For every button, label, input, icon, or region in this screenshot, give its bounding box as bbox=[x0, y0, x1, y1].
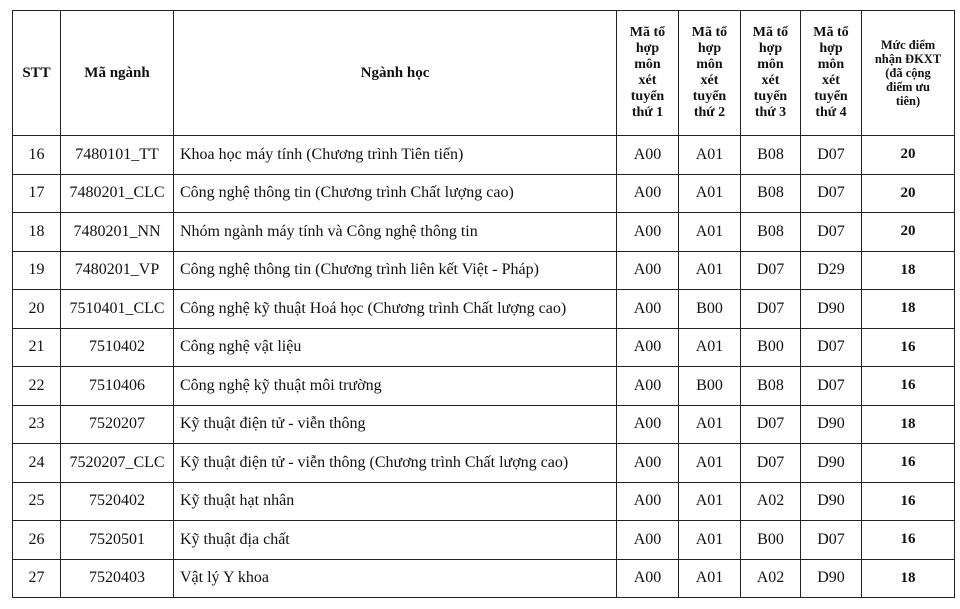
cell-to-hop-4: D90 bbox=[801, 559, 862, 598]
cell-to-hop-4: D07 bbox=[801, 174, 862, 213]
cell-to-hop-4: D90 bbox=[801, 482, 862, 521]
cell-to-hop-2: A01 bbox=[679, 405, 741, 444]
cell-muc-diem: 16 bbox=[862, 521, 955, 560]
table-row bbox=[13, 328, 955, 367]
header-line: nhận ĐKXT bbox=[874, 52, 942, 66]
header-to-hop-2 bbox=[679, 11, 741, 136]
cell-nganh-hoc: Kỹ thuật địa chất bbox=[174, 521, 617, 560]
cell-stt: 22 bbox=[13, 367, 61, 406]
header-line: Mã tổ bbox=[752, 25, 789, 40]
cell-to-hop-1: A00 bbox=[617, 328, 679, 367]
table-row bbox=[13, 367, 955, 406]
cell-to-hop-3: B00 bbox=[741, 328, 801, 367]
cell-to-hop-4: D90 bbox=[801, 405, 862, 444]
cell-to-hop-2: A01 bbox=[679, 444, 741, 483]
header-to-hop-4 bbox=[801, 11, 862, 136]
cell-to-hop-3: B08 bbox=[741, 367, 801, 406]
cell-to-hop-3: D07 bbox=[741, 405, 801, 444]
cell-nganh-hoc: Kỹ thuật điện tử - viễn thông (Chương trình Chất lượng cao) bbox=[174, 444, 617, 483]
cell-stt: 21 bbox=[13, 328, 61, 367]
cell-to-hop-1: A00 bbox=[617, 213, 679, 252]
cell-nganh-hoc: Vật lý Y khoa bbox=[174, 559, 617, 598]
header-to-hop-1 bbox=[617, 11, 679, 136]
cell-stt: 24 bbox=[13, 444, 61, 483]
header-line: Mã tổ bbox=[629, 25, 666, 40]
cell-to-hop-3: B00 bbox=[741, 521, 801, 560]
cell-muc-diem: 20 bbox=[862, 136, 955, 175]
cell-to-hop-3: D07 bbox=[741, 444, 801, 483]
cell-to-hop-2: B00 bbox=[679, 367, 741, 406]
table-body bbox=[13, 136, 955, 598]
cell-stt: 23 bbox=[13, 405, 61, 444]
cell-stt: 19 bbox=[13, 251, 61, 290]
cell-nganh-hoc: Công nghệ kỹ thuật môi trường bbox=[174, 367, 617, 406]
cell-stt: 25 bbox=[13, 482, 61, 521]
header-line: điểm ưu bbox=[886, 80, 930, 94]
table-row bbox=[13, 174, 955, 213]
table-row bbox=[13, 444, 955, 483]
cell-nganh-hoc: Kỹ thuật điện tử - viễn thông bbox=[174, 405, 617, 444]
header-line: xét bbox=[761, 73, 780, 88]
cell-to-hop-4: D07 bbox=[801, 136, 862, 175]
cell-to-hop-4: D07 bbox=[801, 328, 862, 367]
table-row bbox=[13, 213, 955, 252]
cell-to-hop-4: D90 bbox=[801, 290, 862, 329]
table-row bbox=[13, 405, 955, 444]
admission-table-container bbox=[12, 10, 954, 598]
table-row bbox=[13, 521, 955, 560]
cell-ma-nganh: 7520402 bbox=[61, 482, 174, 521]
cell-ma-nganh: 7480201_NN bbox=[61, 213, 174, 252]
cell-to-hop-3: D07 bbox=[741, 251, 801, 290]
cell-ma-nganh: 7480201_CLC bbox=[61, 174, 174, 213]
cell-to-hop-3: A02 bbox=[741, 482, 801, 521]
header-line: môn bbox=[757, 57, 784, 72]
header-line: tuyển bbox=[753, 89, 788, 104]
header-line: tuyển bbox=[692, 89, 727, 104]
cell-to-hop-2: A01 bbox=[679, 521, 741, 560]
cell-muc-diem: 16 bbox=[862, 328, 955, 367]
cell-nganh-hoc: Công nghệ kỹ thuật Hoá học (Chương trình Chất lượng cao) bbox=[174, 290, 617, 329]
header-line: xét bbox=[638, 73, 657, 88]
header-line: hợp bbox=[819, 41, 843, 56]
table-row bbox=[13, 559, 955, 598]
cell-to-hop-2: A01 bbox=[679, 174, 741, 213]
cell-to-hop-2: A01 bbox=[679, 213, 741, 252]
cell-stt: 20 bbox=[13, 290, 61, 329]
cell-muc-diem: 20 bbox=[862, 174, 955, 213]
cell-ma-nganh: 7510402 bbox=[61, 328, 174, 367]
cell-to-hop-1: A00 bbox=[617, 559, 679, 598]
header-line: Mã tổ bbox=[691, 25, 728, 40]
cell-to-hop-2: A01 bbox=[679, 251, 741, 290]
header-line: thứ 2 bbox=[693, 105, 726, 120]
header-muc-diem bbox=[862, 11, 955, 136]
header-line: thứ 1 bbox=[631, 105, 664, 120]
cell-stt: 16 bbox=[13, 136, 61, 175]
admission-scores-table bbox=[12, 10, 955, 598]
cell-to-hop-1: A00 bbox=[617, 367, 679, 406]
cell-ma-nganh: 7520207 bbox=[61, 405, 174, 444]
cell-nganh-hoc: Công nghệ vật liệu bbox=[174, 328, 617, 367]
cell-muc-diem: 20 bbox=[862, 213, 955, 252]
header-line: Mã tổ bbox=[813, 25, 849, 40]
header-line: tiên) bbox=[895, 94, 921, 108]
cell-nganh-hoc: Nhóm ngành máy tính và Công nghệ thông tin bbox=[174, 213, 617, 252]
cell-to-hop-1: A00 bbox=[617, 290, 679, 329]
header-nganh-hoc: Ngành học bbox=[174, 11, 617, 136]
cell-to-hop-3: B08 bbox=[741, 136, 801, 175]
header-line: (đã cộng bbox=[885, 66, 931, 80]
cell-ma-nganh: 7520207_CLC bbox=[61, 444, 174, 483]
cell-muc-diem: 18 bbox=[862, 290, 955, 329]
cell-to-hop-2: A01 bbox=[679, 136, 741, 175]
header-line: xét bbox=[822, 73, 840, 88]
header-line: thứ 3 bbox=[754, 105, 787, 120]
cell-to-hop-2: A01 bbox=[679, 328, 741, 367]
cell-nganh-hoc: Công nghệ thông tin (Chương trình Chất lượng cao) bbox=[174, 174, 617, 213]
cell-nganh-hoc: Công nghệ thông tin (Chương trình liên kết Việt - Pháp) bbox=[174, 251, 617, 290]
cell-to-hop-3: B08 bbox=[741, 213, 801, 252]
cell-muc-diem: 16 bbox=[862, 444, 955, 483]
table-row bbox=[13, 251, 955, 290]
cell-muc-diem: 18 bbox=[862, 405, 955, 444]
cell-muc-diem: 16 bbox=[862, 367, 955, 406]
cell-stt: 26 bbox=[13, 521, 61, 560]
header-stt: STT bbox=[13, 11, 61, 136]
header-line: hợp bbox=[635, 41, 660, 56]
cell-muc-diem: 18 bbox=[862, 251, 955, 290]
header-line: môn bbox=[634, 57, 661, 72]
cell-ma-nganh: 7510406 bbox=[61, 367, 174, 406]
header-line: hợp bbox=[697, 41, 722, 56]
table-row bbox=[13, 290, 955, 329]
header-line: môn bbox=[696, 57, 723, 72]
header-ma-nganh: Mã ngành bbox=[61, 11, 174, 136]
cell-muc-diem: 16 bbox=[862, 482, 955, 521]
cell-to-hop-4: D07 bbox=[801, 521, 862, 560]
table-row bbox=[13, 136, 955, 175]
cell-muc-diem: 18 bbox=[862, 559, 955, 598]
header-line: tuyển bbox=[814, 89, 848, 104]
cell-to-hop-2: A01 bbox=[679, 482, 741, 521]
cell-ma-nganh: 7510401_CLC bbox=[61, 290, 174, 329]
cell-to-hop-1: A00 bbox=[617, 482, 679, 521]
cell-nganh-hoc: Khoa học máy tính (Chương trình Tiên tiến) bbox=[174, 136, 617, 175]
header-line: hợp bbox=[758, 41, 783, 56]
cell-stt: 27 bbox=[13, 559, 61, 598]
cell-nganh-hoc: Kỹ thuật hạt nhân bbox=[174, 482, 617, 521]
cell-to-hop-3: B08 bbox=[741, 174, 801, 213]
cell-to-hop-4: D07 bbox=[801, 367, 862, 406]
table-row bbox=[13, 482, 955, 521]
header-line: môn bbox=[817, 57, 845, 72]
cell-to-hop-1: A00 bbox=[617, 444, 679, 483]
cell-to-hop-4: D07 bbox=[801, 213, 862, 252]
cell-stt: 17 bbox=[13, 174, 61, 213]
cell-to-hop-1: A00 bbox=[617, 405, 679, 444]
cell-stt: 18 bbox=[13, 213, 61, 252]
header-line: xét bbox=[700, 73, 719, 88]
header-line: thứ 4 bbox=[815, 105, 847, 120]
cell-to-hop-1: A00 bbox=[617, 251, 679, 290]
cell-ma-nganh: 7480201_VP bbox=[61, 251, 174, 290]
cell-to-hop-1: A00 bbox=[617, 521, 679, 560]
cell-to-hop-1: A00 bbox=[617, 136, 679, 175]
cell-to-hop-3: D07 bbox=[741, 290, 801, 329]
cell-to-hop-2: A01 bbox=[679, 559, 741, 598]
cell-ma-nganh: 7520501 bbox=[61, 521, 174, 560]
cell-to-hop-3: A02 bbox=[741, 559, 801, 598]
header-line: tuyển bbox=[630, 89, 665, 104]
cell-to-hop-4: D29 bbox=[801, 251, 862, 290]
header-row bbox=[13, 11, 955, 136]
cell-to-hop-4: D90 bbox=[801, 444, 862, 483]
header-line: Mức điểm bbox=[880, 38, 936, 52]
header-to-hop-3 bbox=[741, 11, 801, 136]
cell-ma-nganh: 7520403 bbox=[61, 559, 174, 598]
cell-to-hop-2: B00 bbox=[679, 290, 741, 329]
cell-to-hop-1: A00 bbox=[617, 174, 679, 213]
cell-ma-nganh: 7480101_TT bbox=[61, 136, 174, 175]
table-header bbox=[13, 11, 955, 136]
